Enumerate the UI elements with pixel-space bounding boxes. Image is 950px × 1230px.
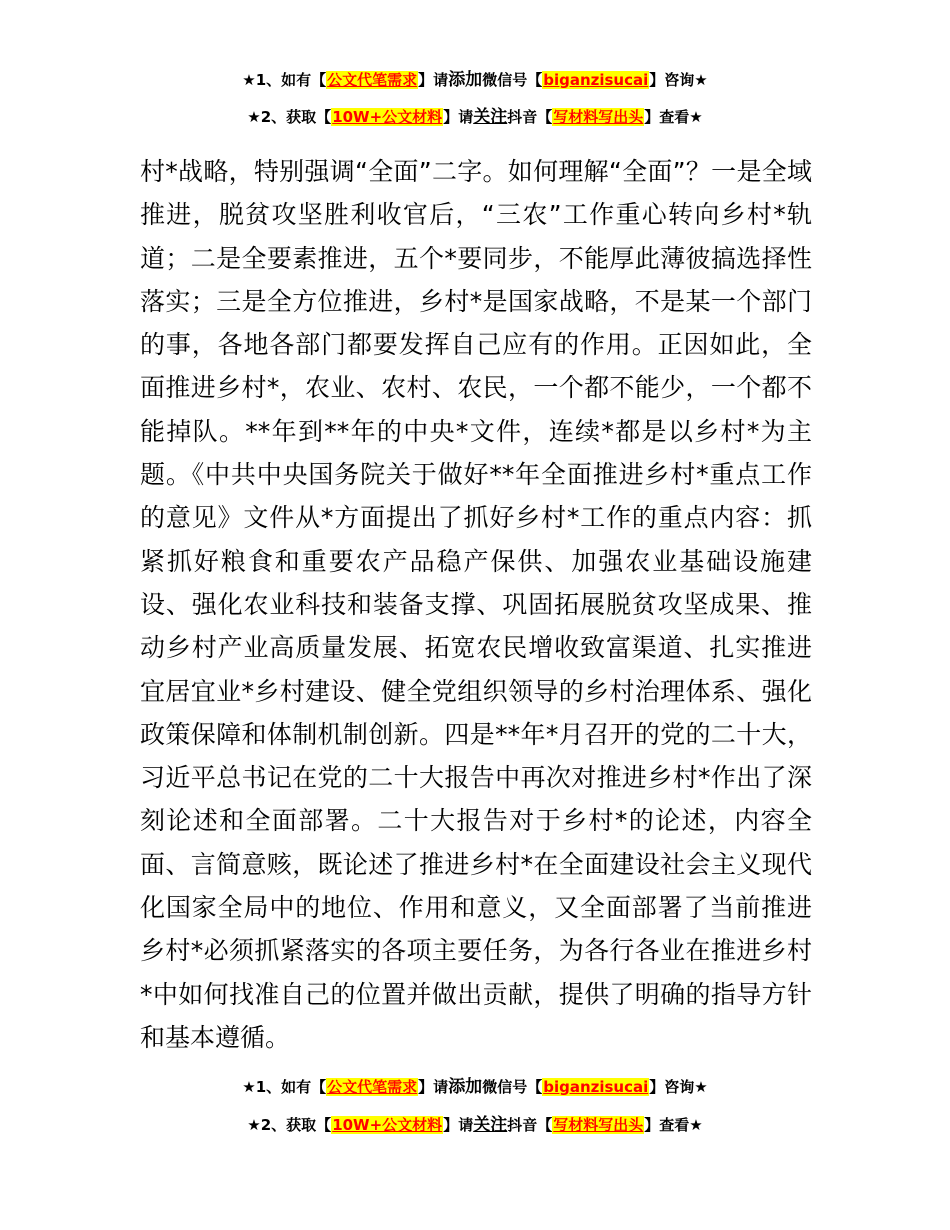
banner-prefix: ★1、如有【 — [242, 1078, 327, 1096]
top-banner-line-2 — [0, 107, 950, 127]
banner-emphasis: 添加 — [448, 70, 483, 90]
douyin-account-link[interactable]: 写材料写出头 — [553, 108, 644, 126]
wechat-id-link[interactable]: biganzisucai — [543, 1078, 649, 1096]
banner-suffix: 】查看★ — [644, 1116, 703, 1134]
bottom-banner-line-1 — [0, 1077, 950, 1097]
ghostwriting-link[interactable]: 公文代笔需求 — [327, 71, 418, 89]
materials-link[interactable]: 10W+公文材料 — [332, 108, 443, 126]
bottom-banner-line-2 — [0, 1115, 950, 1135]
banner-prefix: ★1、如有【 — [242, 71, 327, 89]
banner-text: 】请 — [443, 108, 474, 126]
banner-text: 】请 — [418, 1078, 449, 1096]
banner-text: 】请 — [443, 1116, 474, 1134]
douyin-account-link[interactable]: 写材料写出头 — [553, 1116, 644, 1134]
body-paragraph: 村*战略，特别强调“全面”二字。如何理解“全面”？一是全域推进，脱贫攻坚胜利收官后，“三农”工作重心转向乡村*轨道；二是全要素推进，五个*要同步，不能厚此薄彼搞选择性落实；三是全方位推进，乡村*是国家战略，不是某一个部门的事，各地各部门都要发挥自己应有的作用。正因如此，全面推进乡村*，农业、农村、农民，一个都不能少，一个都不能掉队。**年到**年的中央*文件，连续*都是以乡村*为主题。《中共中央国务院关于做好**年全面推进乡村*重点工作的意见》文件从*方面提出了抓好乡村*工作的重点内容：抓紧抓好粮食和重要农产品稳产保供、加强农业基础设施建设、强化农业科技和装备支撑、巩固拓展脱贫攻坚成果、推动乡村产业高质量发展、拓宽农民增收致富渠道、扎实推进宜居宜业*乡村建设、健全党组织领导的乡村治理体系、强化政策保障和体制机制创新。四是**年*月召开的党的二十大，习近平总书记在党的二十大报告中再次对推进乡村*作出了深刻论述和全面部署。二十大报告对于乡村*的论述，内容全面、言简意赅，既论述了推进乡村*在全面建设社会主义现代化国家全局中的地位、作用和意义，又全面部署了当前推进乡村*必须抓紧落实的各项主要任务，为各行各业在推进乡村*中如何找准自己的位置并做出贡献，提供了明确的指导方针和基本遵循。 — [140, 157, 812, 1052]
banner-text: 微信号【 — [482, 1078, 543, 1096]
banner-emphasis: 关注 — [473, 107, 508, 127]
banner-text: 】请 — [418, 71, 449, 89]
banner-emphasis: 添加 — [448, 1077, 483, 1097]
wechat-id-link[interactable]: biganzisucai — [543, 71, 649, 89]
banner-text: 抖音【 — [507, 1116, 553, 1134]
banner-emphasis: 关注 — [473, 1115, 508, 1135]
banner-suffix: 】查看★ — [644, 108, 703, 126]
materials-link[interactable]: 10W+公文材料 — [332, 1116, 443, 1134]
ghostwriting-link[interactable]: 公文代笔需求 — [327, 1078, 418, 1096]
banner-suffix: 】咨询★ — [649, 1078, 708, 1096]
banner-prefix: ★2、获取【 — [247, 1116, 332, 1134]
banner-prefix: ★2、获取【 — [247, 108, 332, 126]
top-banner-line-1 — [0, 70, 950, 90]
banner-text: 微信号【 — [482, 71, 543, 89]
banner-suffix: 】咨询★ — [649, 71, 708, 89]
banner-text: 抖音【 — [507, 108, 553, 126]
